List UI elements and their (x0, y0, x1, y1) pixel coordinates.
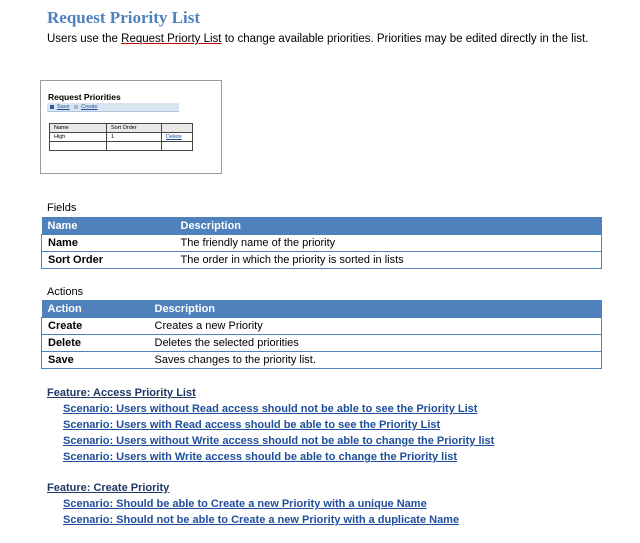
actions-header-description: Description (149, 300, 602, 318)
fields-caption: Fields (47, 202, 77, 214)
actions-header-row (42, 300, 602, 318)
scenario-item: Scenario: Should be able to Create a new Priority with a unique Name (63, 498, 427, 510)
mini-header-action (162, 124, 193, 133)
actions-table (41, 300, 602, 369)
mini-save-button[interactable]: Save (57, 104, 70, 110)
table-row (42, 235, 602, 252)
fields-table (41, 217, 602, 269)
scenario-item: Scenario: Users without Read access should not be able to see the Priority List (63, 403, 478, 415)
mini-toolbar (47, 103, 179, 112)
intro-text-start: Users use the (47, 33, 122, 45)
mini-cell-name: High (50, 133, 107, 142)
mini-delete-link[interactable]: Delete (162, 133, 193, 142)
actions-caption: Actions (47, 286, 84, 298)
fields-header-row (42, 217, 602, 235)
action-description: Saves changes to the priority list. (149, 352, 602, 369)
feature-access-title: Feature: Access Priority List (47, 387, 196, 399)
page-title: Request Priority List (47, 8, 200, 27)
action-name: Save (42, 352, 149, 369)
scenario-item: Scenario: Users with Write access should be able to change the Priority list (63, 451, 458, 463)
mini-header-name: Name (50, 124, 107, 133)
action-description: Deletes the selected priorities (149, 335, 602, 352)
field-description: The order in which the priority is sorted in lists (175, 252, 602, 269)
intro-paragraph (47, 31, 607, 47)
mini-title: Request Priorities (48, 92, 121, 102)
mini-grid-row (50, 133, 193, 142)
fields-header-name: Name (42, 217, 175, 235)
fields-header-description: Description (175, 217, 602, 235)
field-name: Sort Order (42, 252, 175, 269)
feature-create-title: Feature: Create Priority (47, 482, 170, 494)
scenario-item: Scenario: Should not be able to Create a new Priority with a duplicate Name (63, 514, 460, 526)
table-row (42, 318, 602, 335)
table-row (42, 252, 602, 269)
mini-header-sort: Sort Order (107, 124, 162, 133)
action-name: Delete (42, 335, 149, 352)
field-description: The friendly name of the priority (175, 235, 602, 252)
intro-text-end: to change available priorities. Priorities may be edited directly in the list. (221, 33, 589, 45)
table-row (42, 352, 602, 369)
action-description: Creates a new Priority (149, 318, 602, 335)
scenario-item: Scenario: Users with Read access should be able to see the Priority List (63, 419, 441, 431)
priority-list-screenshot (40, 80, 222, 174)
mini-cell-sort: 1 (107, 133, 162, 142)
mini-grid-header (50, 124, 193, 133)
mini-create-button[interactable]: Create (81, 104, 98, 110)
scenario-item: Scenario: Users without Write access should not be able to change the Priority list (63, 435, 495, 447)
intro-link[interactable]: Request Priorty List (121, 33, 222, 45)
field-name: Name (42, 235, 175, 252)
mini-grid-empty-row (50, 142, 193, 151)
create-icon (74, 105, 78, 109)
actions-header-action: Action (42, 300, 149, 318)
mini-grid (49, 123, 193, 151)
table-row (42, 335, 602, 352)
action-name: Create (42, 318, 149, 335)
save-icon (50, 105, 54, 109)
